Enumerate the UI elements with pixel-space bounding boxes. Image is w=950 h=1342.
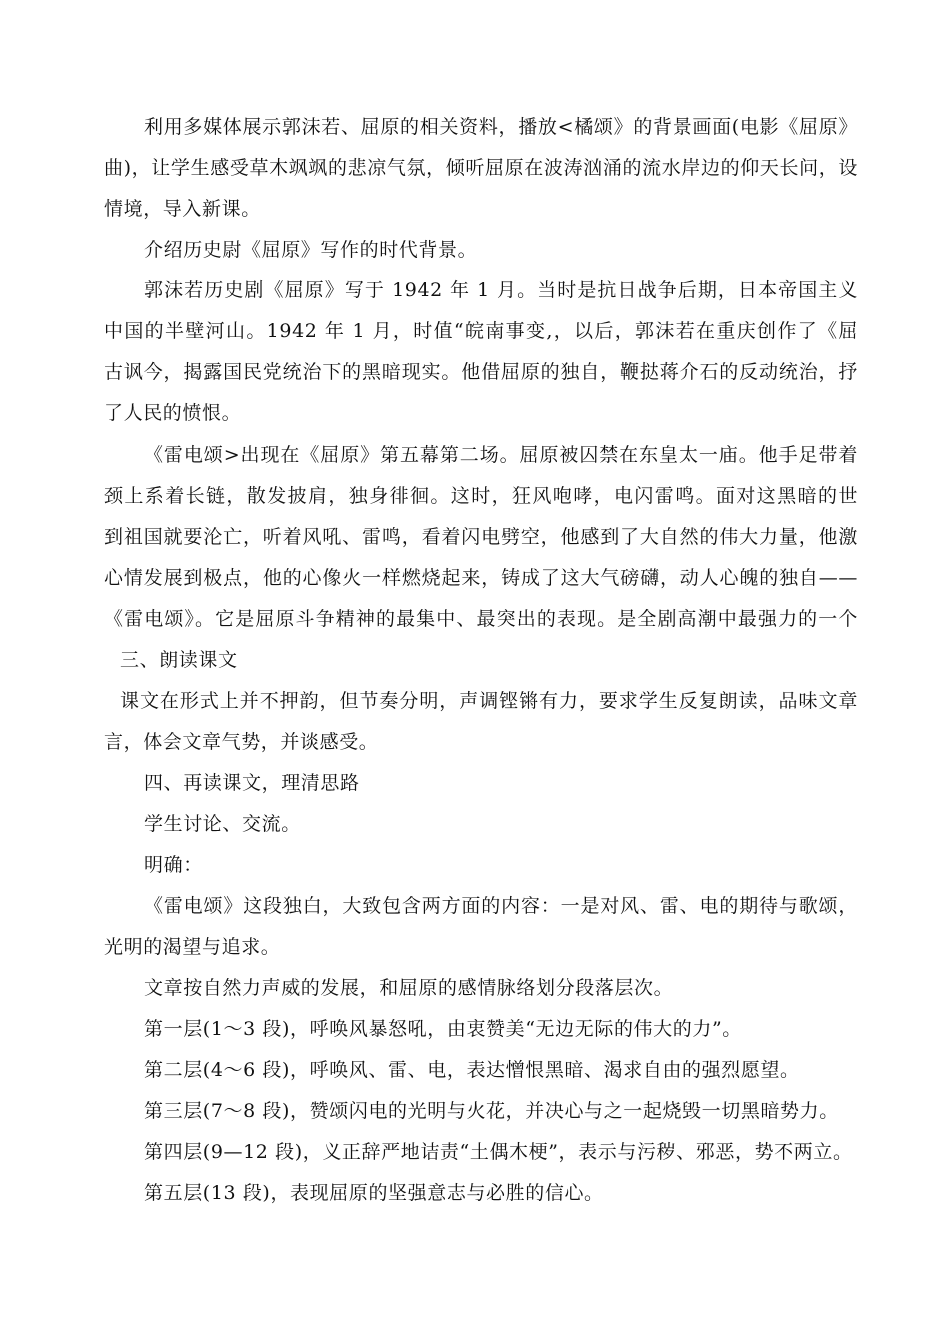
section-heading: 三、朗读课文 <box>120 649 238 671</box>
paragraph-line: 光明的渴望与追求。 <box>104 936 281 958</box>
paragraph-line: 《雷电颂》。它是屈原斗争精神的最集中、最突出的表现。是全剧高潮中最强力的一个 <box>104 608 858 630</box>
list-item: 第五层(13 段)，表现屈原的坚强意志与必胜的信心。 <box>144 1182 604 1204</box>
paragraph-line: 学生讨论、交流。 <box>144 813 301 835</box>
paragraph-line: 情境，导入新课。 <box>104 198 261 220</box>
paragraph-line: 心情发展到极点，他的心像火一样燃烧起来，铸成了这大气磅礴，动人心魄的独自—— <box>104 567 858 589</box>
list-item: 第一层(1～3 段)，呼唤风暴怒吼，由衷赞美“无边无际的伟大的力”。 <box>144 1018 742 1040</box>
paragraph-line: 颈上系着长链，散发披肩，独身徘徊。这时，狂风咆哮，电闪雷鸣。面对这黑暗的世 <box>104 485 858 507</box>
list-item: 第三层(7～8 段)，赞颂闪电的光明与火花，并决心与之一起烧毁一切黑暗势力。 <box>144 1100 839 1122</box>
paragraph-line: 利用多媒体展示郭沫若、屈原的相关资料，播放<橘颂》的背景画面(电影《屈原》 <box>144 116 858 138</box>
paragraph-line: 课文在形式上并不押韵，但节奏分明，声调铿锵有力，要求学生反复朗读，品味文章 <box>120 690 858 712</box>
paragraph-line: 郭沫若历史剧《屈原》写于 1942 年 1 月。当时是抗日战争后期，日本帝国主义 <box>144 279 858 301</box>
paragraph-line: 文章按自然力声威的发展，和屈原的感情脉络划分段落层次。 <box>144 977 674 999</box>
paragraph-line: 言，体会文章气势，并谈感受。 <box>104 731 379 753</box>
paragraph-line: 古讽今，揭露国民党统治下的黑暗现实。他借屈原的独自，鞭挞蒋介石的反动统治，抒 <box>104 361 858 383</box>
paragraph-line: 了人民的愤恨。 <box>104 402 242 424</box>
paragraph-line: 中国的半壁河山。1942 年 1 月，时值“皖南事变,，以后，郭沫若在重庆创作了《屈 <box>104 320 858 342</box>
section-heading: 四、再读课文，理清思路 <box>144 772 360 794</box>
paragraph-line: 介绍历史尉《屈原》写作的时代背景。 <box>144 239 478 261</box>
paragraph-line: 曲)，让学生感受草木飒飒的悲凉气氛，倾听屈原在波涛汹涌的流水岸边的仰天长问，设 <box>104 157 858 179</box>
paragraph-line: 明确： <box>144 854 203 876</box>
paragraph-line: 《雷电颂》这段独白，大致包含两方面的内容：一是对风、雷、电的期待与歌颂， <box>144 895 858 917</box>
paragraph-line: 《雷电颂>出现在《屈原》第五幕第二场。屈原被囚禁在东皇太一庙。他手足带着 <box>144 444 858 466</box>
list-item: 第二层(4～6 段)，呼唤风、雷、电，表达憎恨黑暗、渴求自由的强烈愿望。 <box>144 1059 800 1081</box>
list-item: 第四层(9—12 段)，义正辞严地诘责“土偶木梗”，表示与污秽、邪恶，势不两立。 <box>144 1141 853 1163</box>
paragraph-line: 到祖国就要沦亡，听着风吼、雷鸣，看着闪电劈空，他感到了大自然的伟大力量，他激 <box>104 526 858 548</box>
